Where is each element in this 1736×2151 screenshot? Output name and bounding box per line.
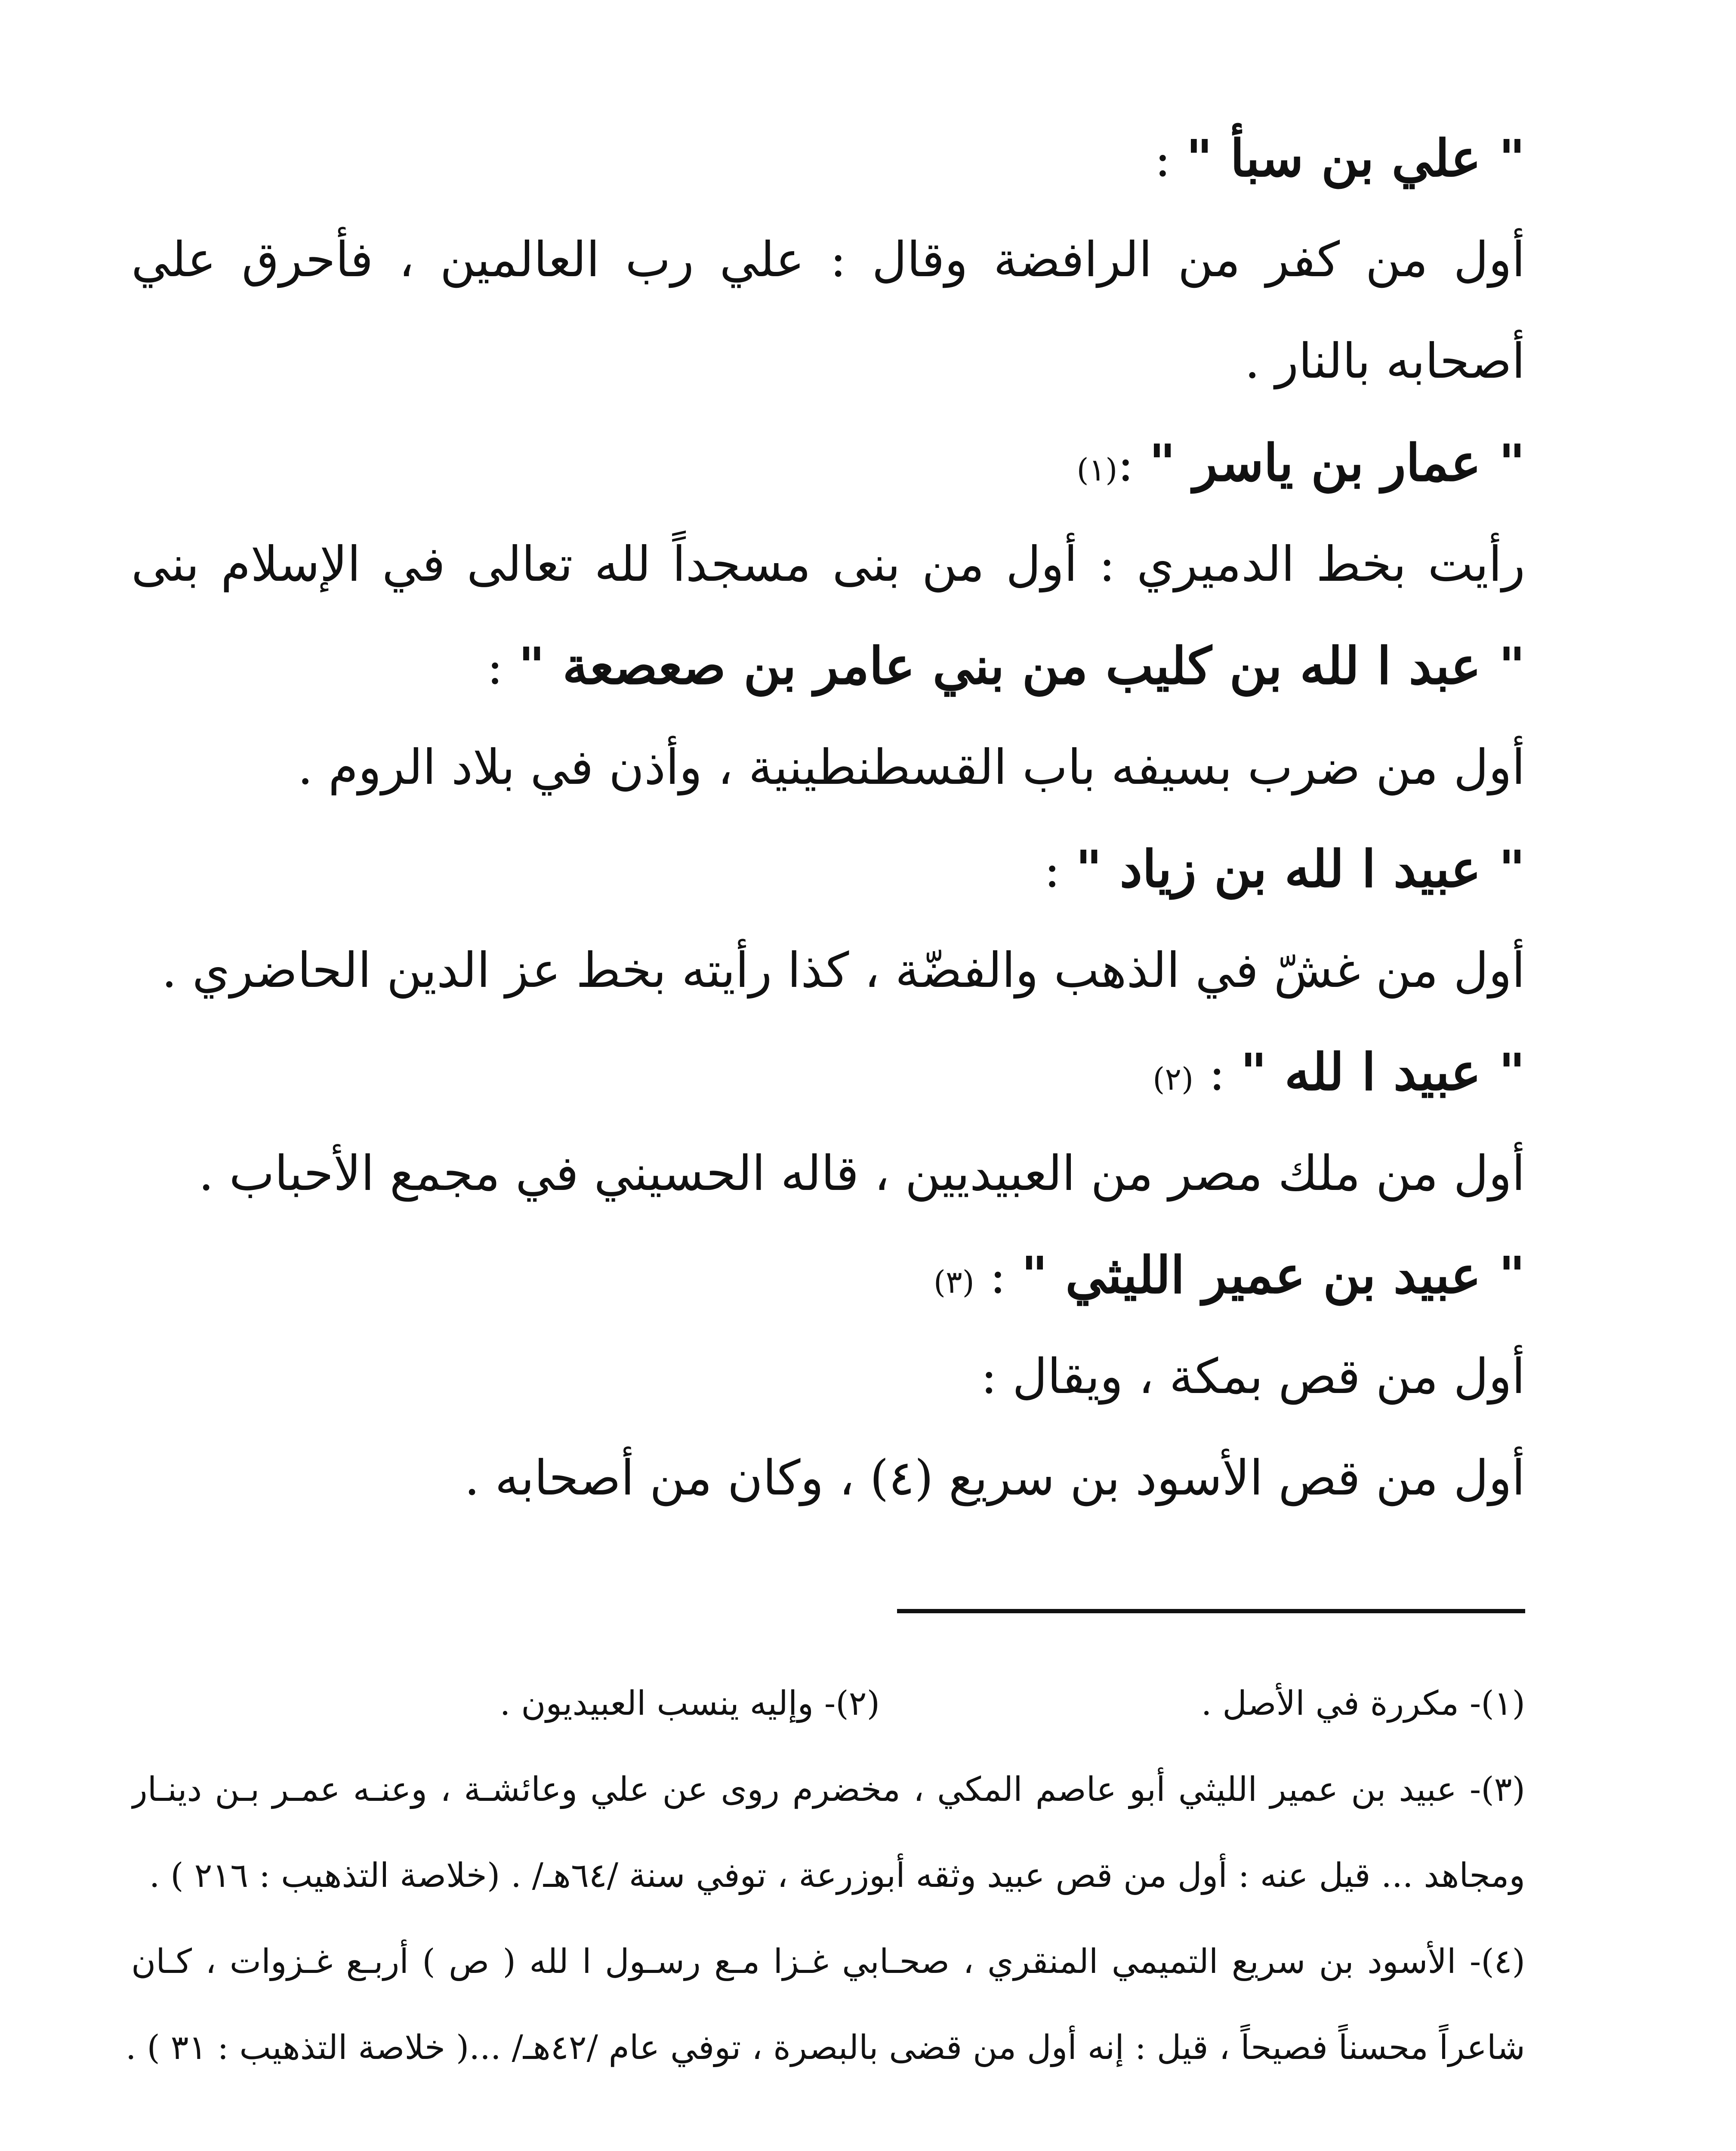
entry-heading-title: " علي بن سبأ " (1186, 128, 1525, 188)
footnotes (125, 1661, 1525, 2091)
footnote-3-line: ومجاهد ... قيل عنه : أول من قص عبيد وثقه أبوزرعة ، توفي سنة /٦٤هـ/ . (خلاصة التذهيب : ٢١٦ ) . (149, 1856, 1525, 1895)
entry-heading (131, 1021, 1525, 1123)
footnote-ref: (١) (1076, 452, 1118, 488)
entry-body-line: أول من قص بمكة ، ويقال : (981, 1349, 1525, 1405)
entry-heading-colon: : (487, 639, 518, 695)
footnote-3-line: (٣)- عبيد بن عمير الليثي أبو عاصم المكي ، مخضرم روى عن علي وعائشـة ، وعنـه عمـر بـن دينـار (131, 1770, 1525, 1809)
entry-body-line: أول من قص الأسود بن سريع (٤) ، وكان من أصحابه . (464, 1450, 1525, 1506)
entry-heading-title: " عبيد بن عمير الليثي " (1021, 1245, 1525, 1305)
entry-body-line: أول من كفر من الرافضة وقال : علي رب العالمين ، فأحرق علي (131, 232, 1525, 288)
entry-heading-title: " عمار بن ياسر " (1149, 433, 1525, 493)
footnote-4-line: شاعراً محسناً فصيحاً ، قيل : إنه أول من قضى بالبصرة ، توفي عام /٤٢هـ/ ...( خلاصة التذهيب : ٣١ ) . (125, 2028, 1525, 2067)
footnote-ref: (٣) (933, 1264, 974, 1300)
footnote-1: (١)- مكررة في الأصل . (1201, 1684, 1525, 1723)
entry-body-line: رأيت بخط الدميري : أول من بنى مسجداً لله تعالى في الإسلام بنى (131, 536, 1525, 592)
entry-body-line: أول من ملك مصر من العبيديين ، قاله الحسيني في مجمع الأحباب . (198, 1146, 1525, 1202)
entry-heading-title: " عبد ا لله بن كليب من بني عامر بن صعصعة " (518, 636, 1525, 696)
entry-body-line: أول من ضرب بسيفه باب القسطنطينية ، وأذن في بلاد الروم . (297, 740, 1525, 795)
entry-heading-colon: : (1154, 132, 1186, 188)
entry-heading-colon: : (1117, 436, 1149, 492)
entry-heading-title: " عبيد ا لله بن زياد " (1075, 839, 1525, 899)
entry-body-line: أصحابه بالنار . (1244, 333, 1525, 389)
entry-heading-colon: : (1209, 1045, 1241, 1101)
main-text (131, 108, 1525, 1529)
footnote-ref: (٢) (1153, 1061, 1194, 1097)
entry-body-line: أول من غشّ في الذهب والفضّة ، كذا رأيته بخط عز الدين الحاضري . (161, 943, 1525, 998)
entry-heading (131, 1224, 1525, 1326)
entry-heading (131, 818, 1525, 920)
entry-heading-colon: : (990, 1248, 1021, 1304)
entry-heading (131, 108, 1525, 209)
footnote-4-line: (٤)- الأسود بن سريع التميمي المنقري ، صحـابي غـزا مـع رسـول ا لله ( ص ) أربـع غـزوات ، كـان (131, 1942, 1525, 1981)
entry-heading-title: " عبيد ا لله " (1240, 1042, 1525, 1102)
footnote-divider (897, 1609, 1525, 1613)
footnote-row (131, 1661, 1525, 1747)
entry-heading (131, 412, 1525, 514)
entry-heading-colon: : (1044, 842, 1076, 898)
entry-heading (131, 615, 1525, 717)
footnote-2: (٢)- وإليه ينسب العبيديون . (500, 1684, 880, 1723)
